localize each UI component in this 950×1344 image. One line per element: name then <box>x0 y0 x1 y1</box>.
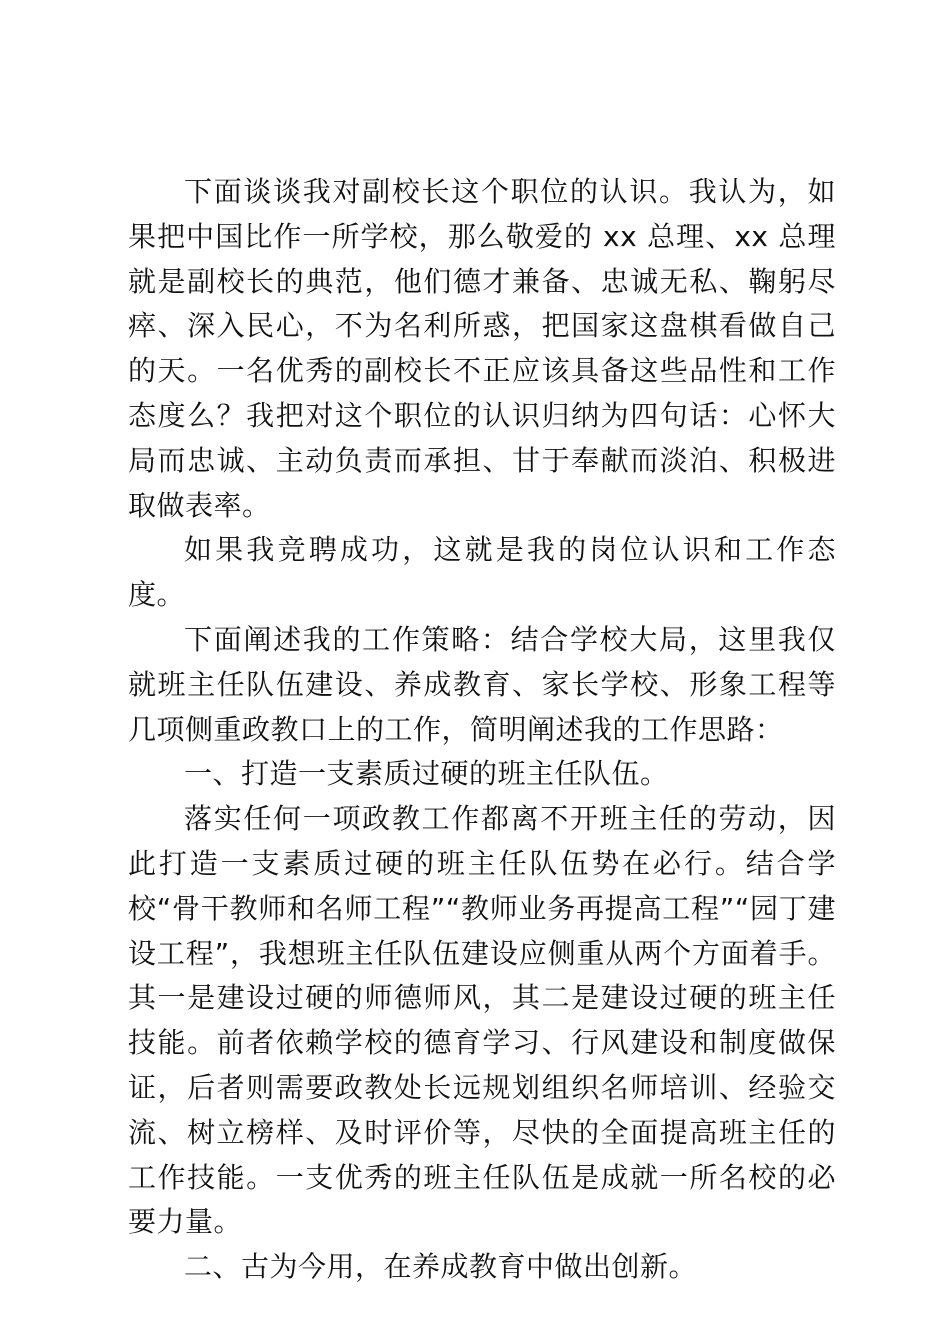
heading-section-one: 一、打造一支素质过硬的班主任队伍。 <box>184 757 669 791</box>
paragraph-attitude: 如果我竞聘成功，这就是我的岗位认识和工作态度。 <box>128 533 836 612</box>
paragraph-work-strategy: 下面阐述我的工作策略：结合学校大局，这里我仅就班主任队伍建设、养成教育、家长学校、形象工程等几项侧重政教口上的工作，简明阐述我的工作思路： <box>128 622 836 746</box>
paragraph-teacher-team: 落实任何一项政教工作都离不开班主任的劳动，因此打造一支素质过硬的班主任队伍势在必行。结合学校“骨干教师和名师工程”“教师业务再提高工程”“园丁建设工程”，我想班主任队伍建设应侧重从两个方面着手。其一是建设过硬的师德师风，其二是建设过硬的班主任技能。前者依赖学校的德育学习、行风建设和制度做保证，后者则需要政教处长远规划组织名师培训、经验交流、树立榜样、及时评价等，尽快的全面提高班主任的工作技能。一支优秀的班主任队伍是成就一所名校的必要力量。 <box>128 802 836 1239</box>
paragraph-position-understanding: 下面谈谈我对副校长这个职位的认识。我认为，如果把中国比作一所学校，那么敬爱的 xx 总理、xx 总理就是副校长的典范，他们德才兼备、忠诚无私、鞠躬尽瘁、深入民心，不为名利所惑，把国家这盘棋看做自己的天。一名优秀的副校长不正应该具备这些品性和工作态度么？我把对这个职位的认识归纳为四句话：心怀大局而忠诚、主动负责而承担、甘于奉献而淡泊、积极进取做表率。 <box>128 175 836 522</box>
heading-section-two: 二、古为今用，在养成教育中做出创新。 <box>184 1250 698 1284</box>
document-body <box>128 170 836 1290</box>
